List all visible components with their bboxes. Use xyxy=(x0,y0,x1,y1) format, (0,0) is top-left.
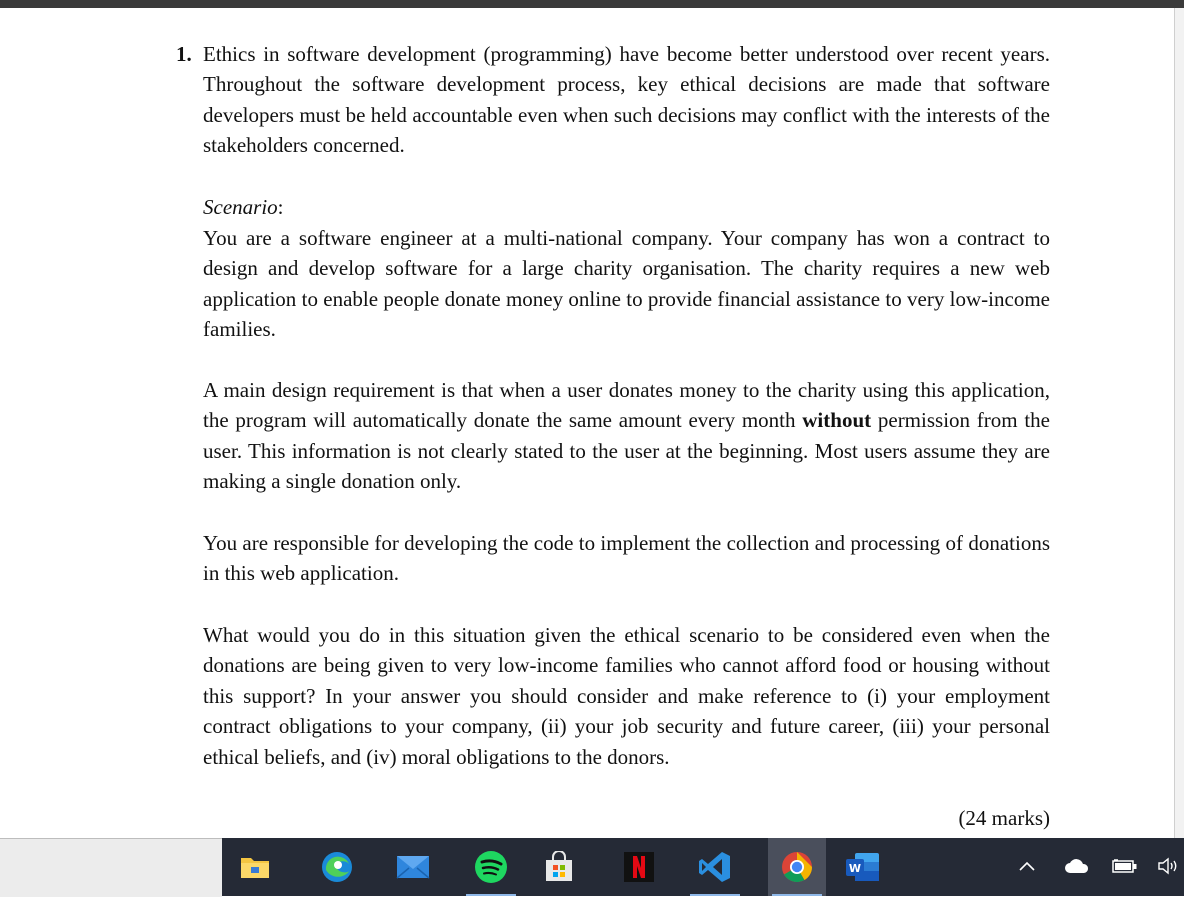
marks-label: (24 marks) xyxy=(958,806,1050,830)
taskbar-mail[interactable] xyxy=(384,838,442,896)
taskbar-netflix[interactable] xyxy=(610,838,668,896)
tray-onedrive[interactable] xyxy=(1062,852,1092,880)
taskbar-store[interactable] xyxy=(530,838,588,896)
scenario-heading xyxy=(203,192,1050,222)
taskbar-search-area[interactable] xyxy=(0,838,222,897)
requirement-emphasis: without xyxy=(802,408,872,433)
scenario-colon: : xyxy=(277,195,284,219)
taskbar-word[interactable] xyxy=(834,838,892,896)
question-intro: Ethics in software development (programming) have become better understood over recent years. Throughout the software development process, key ethical decisions are made that software developers must be held accountable even when such decisions may conflict with the interests of the stakeholders concerned. xyxy=(203,42,1050,158)
taskbar-chrome[interactable] xyxy=(768,838,826,896)
window-top-bar xyxy=(0,0,1184,8)
taskbar-vscode[interactable] xyxy=(686,838,744,896)
store-icon xyxy=(543,851,575,883)
tray-volume[interactable] xyxy=(1154,852,1184,880)
requirement-part-1: A main design requirement is that when a user donates money to the charity using this application, the program will automatically donate the same amount every month xyxy=(203,378,1050,433)
word-icon xyxy=(845,851,881,883)
responsibility-text: You are responsible for developing the code to implement the collection and processing of donations in this web application. xyxy=(203,531,1050,586)
speaker-icon xyxy=(1157,857,1181,875)
taskbar-spotify[interactable] xyxy=(462,838,520,896)
scenario-text: You are a software engineer at a multi-national company. Your company has won a contract to design and develop software for a large charity organisation. The charity requires a new web application to enable people donate money online to provide financial assistance to very low-income families. xyxy=(203,226,1050,342)
tray-chevron[interactable] xyxy=(1016,852,1038,880)
cloud-icon xyxy=(1064,858,1090,874)
svg-text:W: W xyxy=(848,862,862,875)
scrollbar-track[interactable] xyxy=(1174,8,1184,838)
file-explorer-icon xyxy=(240,854,270,880)
tray-battery[interactable] xyxy=(1110,852,1140,880)
requirement-part-2: permission from the user. This information is not clearly stated to the user at the beginning. Most users assume they are making a single donation only. xyxy=(203,408,1050,494)
spotify-icon xyxy=(474,850,508,884)
battery-icon xyxy=(1112,857,1138,875)
document-page xyxy=(0,8,1174,838)
scenario-label: Scenario xyxy=(203,195,278,219)
edge-icon xyxy=(320,850,354,884)
chevron-up-icon xyxy=(1019,861,1035,871)
chrome-icon xyxy=(780,850,814,884)
design-requirement xyxy=(203,375,1050,497)
netflix-icon xyxy=(623,851,655,883)
taskbar xyxy=(222,838,1184,896)
mail-icon xyxy=(396,854,430,880)
task-text: What would you do in this situation given the ethical scenario to be considered even when the donations are being given to very low-income families who cannot afford food or housing without this support? In your answer you should consider and make reference to (i) your employment contract obligations to your company, (ii) your job security and future career, (iii) your personal ethical beliefs, and (iv) moral obligations to the donors. xyxy=(203,623,1050,769)
vscode-icon xyxy=(698,850,732,884)
taskbar-file-explorer[interactable] xyxy=(226,838,284,896)
question-number: 1. xyxy=(176,42,192,66)
taskbar-edge[interactable] xyxy=(308,838,366,896)
